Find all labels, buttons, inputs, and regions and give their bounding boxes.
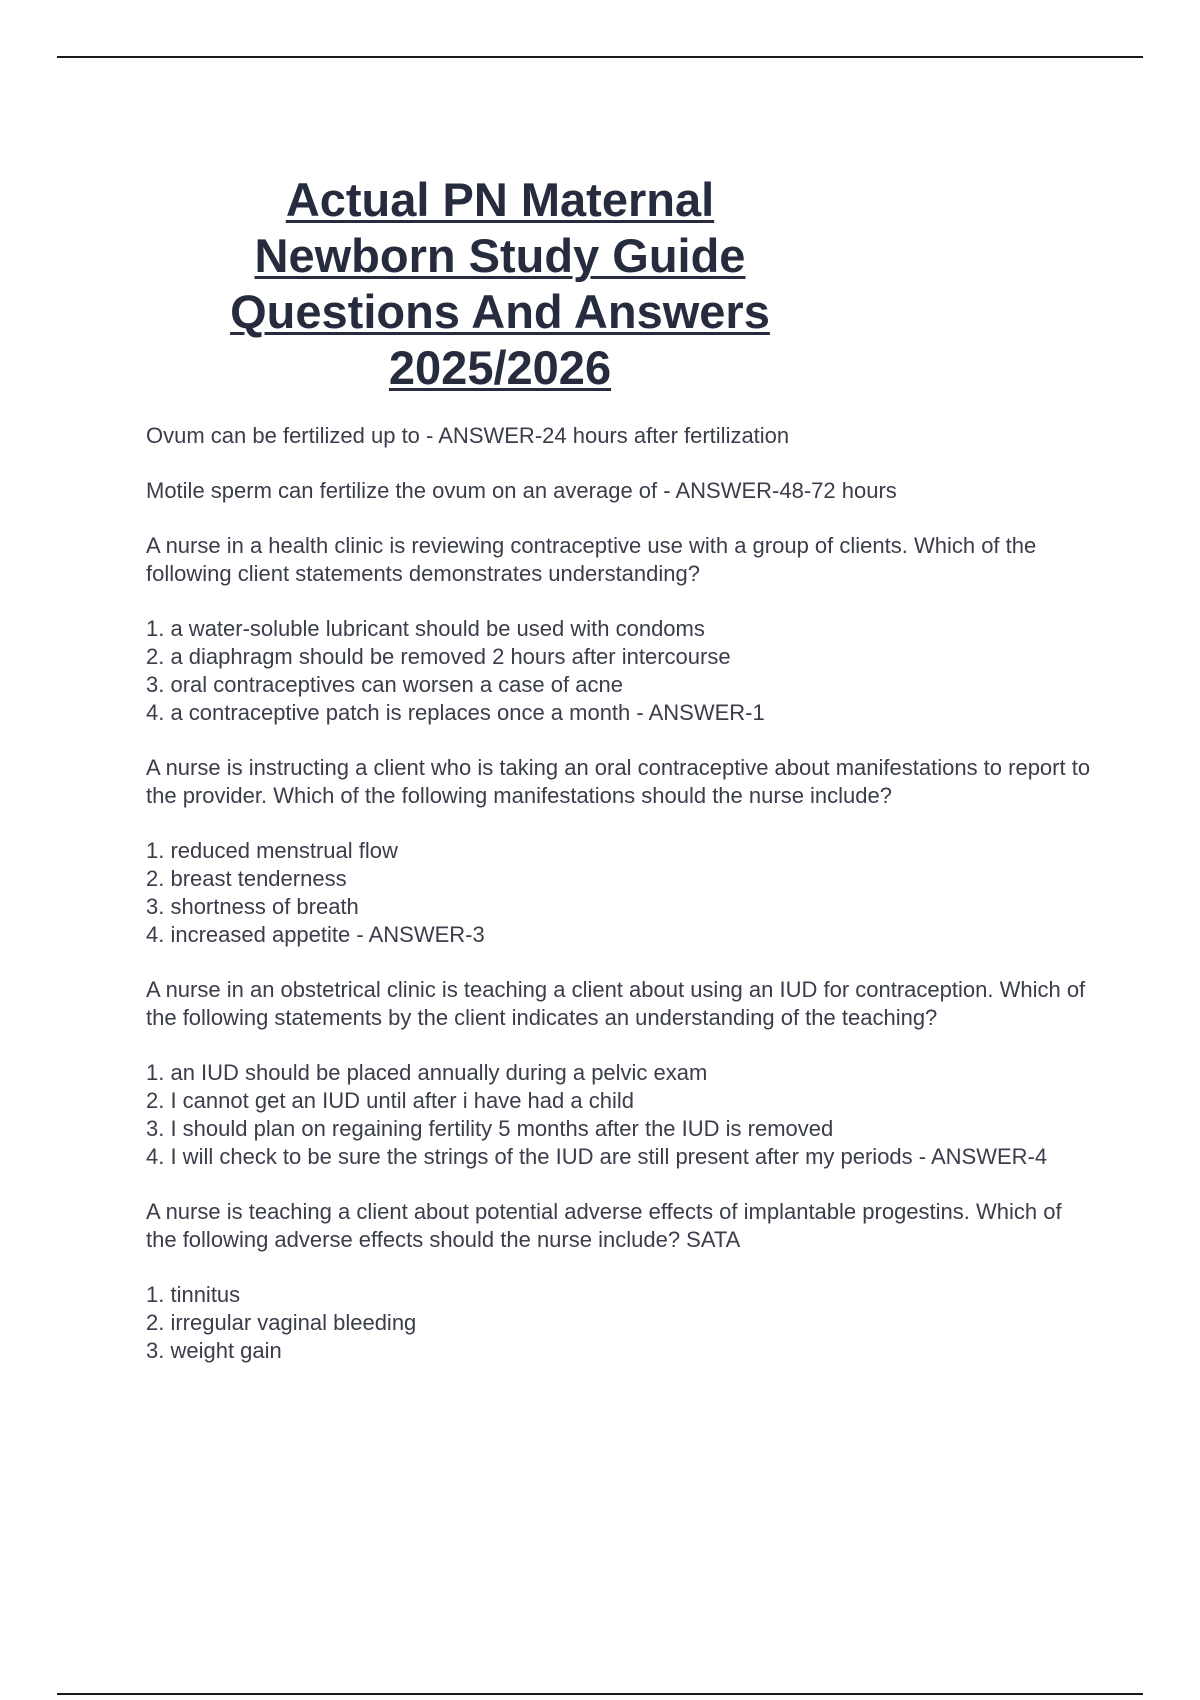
study-guide-content bbox=[146, 422, 1096, 1392]
answer-options bbox=[146, 1059, 1096, 1171]
answer-option: 2. breast tenderness bbox=[146, 866, 347, 891]
answer-option: 3. weight gain bbox=[146, 1338, 282, 1363]
title-line: Questions And Answers bbox=[230, 285, 770, 338]
answer-option: 3. shortness of breath bbox=[146, 894, 359, 919]
question-text: A nurse in a health clinic is reviewing contraceptive use with a group of clients. Which of the following client statements demonstrates understanding? bbox=[146, 533, 1037, 586]
answer-options bbox=[146, 1281, 1096, 1365]
question-text: A nurse is instructing a client who is taking an oral contraceptive about manifestations to report to the provider. Which of the following manifestations should the nurse include? bbox=[146, 755, 1091, 808]
answer-option: 4. a contraceptive patch is replaces once a month - ANSWER-1 bbox=[146, 700, 765, 725]
title-line: Newborn Study Guide bbox=[254, 229, 746, 282]
qa-statement: Ovum can be fertilized up to - ANSWER-24 hours after fertilization bbox=[146, 423, 790, 448]
answer-option: 2. a diaphragm should be removed 2 hours after intercourse bbox=[146, 644, 731, 669]
answer-options bbox=[146, 837, 1096, 949]
top-rule bbox=[57, 56, 1143, 58]
answer-option: 2. I cannot get an IUD until after i have had a child bbox=[146, 1088, 634, 1113]
answer-option: 3. I should plan on regaining fertility 5 months after the IUD is removed bbox=[146, 1116, 834, 1141]
bottom-rule bbox=[57, 1693, 1143, 1695]
answer-option: 3. oral contraceptives can worsen a case of acne bbox=[146, 672, 623, 697]
answer-option: 1. a water-soluble lubricant should be used with condoms bbox=[146, 616, 705, 641]
answer-options bbox=[146, 615, 1096, 727]
document-title bbox=[140, 172, 860, 396]
answer-option: 1. reduced menstrual flow bbox=[146, 838, 398, 863]
answer-option: 4. I will check to be sure the strings of the IUD are still present after my periods - ANSWER-4 bbox=[146, 1144, 1048, 1169]
answer-option: 1. an IUD should be placed annually during a pelvic exam bbox=[146, 1060, 708, 1085]
answer-option: 4. increased appetite - ANSWER-3 bbox=[146, 922, 485, 947]
answer-option: 2. irregular vaginal bleeding bbox=[146, 1310, 417, 1335]
qa-statement: Motile sperm can fertilize the ovum on an average of - ANSWER-48-72 hours bbox=[146, 478, 897, 503]
title-line: 2025/2026 bbox=[388, 341, 612, 394]
question-text: A nurse is teaching a client about potential adverse effects of implantable progestins. Which of the following adverse effects should the nurse include? SATA bbox=[146, 1199, 1062, 1252]
answer-option: 1. tinnitus bbox=[146, 1282, 241, 1307]
title-line: Actual PN Maternal bbox=[285, 173, 715, 226]
question-text: A nurse in an obstetrical clinic is teaching a client about using an IUD for contraception. Which of the following statements by the client indicates an understanding of the teaching? bbox=[146, 977, 1086, 1030]
